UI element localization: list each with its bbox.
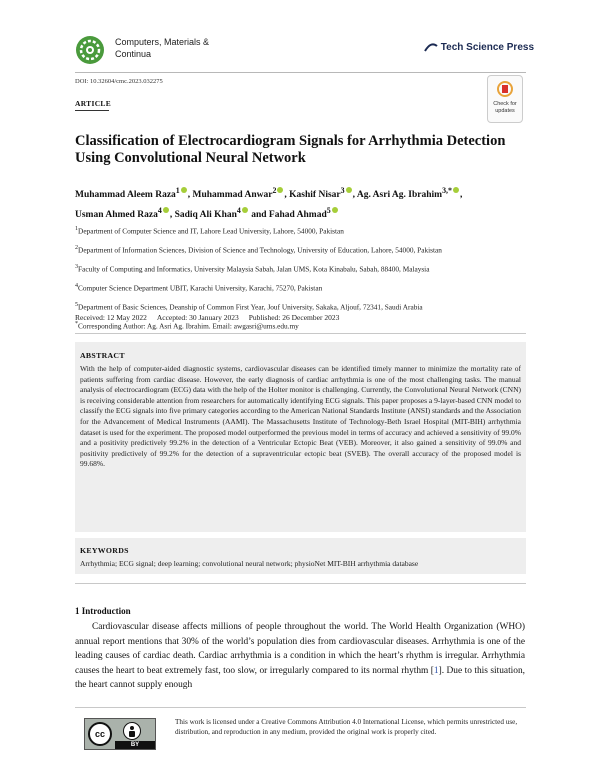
affiliation-item: [75, 282, 525, 292]
cc-by-license-badge[interactable]: [84, 718, 156, 750]
affiliation-item: [75, 225, 525, 235]
author-name[interactable]: Kashif Nisar: [289, 190, 341, 201]
license-text: This work is licensed under a Creative Commons Attribution 4.0 International License, which permits unrestricted use, distribution, and reproduction in any medium, provided the original work is properly cited.: [175, 718, 518, 736]
orcid-icon[interactable]: [277, 187, 283, 193]
author-name[interactable]: Muhammad Aleem Raza: [75, 190, 176, 201]
affil-text: Department of Information Sciences, Division of Science and Technology, University of Education, Lahore, 54000, Pakistan: [78, 245, 442, 255]
journal-logo: [75, 35, 105, 65]
author-affil-sup: 3: [340, 186, 345, 195]
author-affil-sup: 4: [236, 206, 241, 216]
author-name[interactable]: Usman Ahmed Raza: [75, 210, 158, 221]
affil-text: Computer Science Department UBIT, Karachi University, Karachi, 75270, Pakistan: [78, 283, 323, 293]
affil-text: Faculty of Computing and Informatics, University Malaysia Sabah, Jalan UMS, Kota Kinabalu, Sabah, 88400, Malaysia: [78, 264, 430, 274]
received-date: Received: 12 May 2022: [75, 313, 147, 322]
author-affil-sup: 1: [175, 186, 180, 195]
check-badge-line1: Check for: [493, 101, 517, 107]
keywords-panel: [75, 538, 526, 574]
citation-link[interactable]: 1: [433, 665, 439, 676]
affiliation-item: [75, 263, 525, 273]
orcid-icon[interactable]: [163, 207, 169, 213]
by-label: BY: [115, 741, 155, 749]
article-type-label: ARTICLE: [75, 99, 112, 108]
author-conjunction: and: [251, 210, 267, 221]
paper-title: Classification of Electrocardiogram Signals for Arrhythmia Detection Using Convolutional Neural Network: [75, 133, 506, 166]
creative-commons-icon: cc: [88, 722, 112, 746]
check-badge-text: [488, 101, 522, 114]
header-divider: [75, 72, 526, 73]
author-affil-sup: 2: [272, 186, 277, 195]
journal-name-line2: Continua: [115, 49, 152, 59]
affil-sup: 3: [75, 263, 79, 270]
orcid-icon[interactable]: [242, 207, 248, 213]
publication-dates: [75, 313, 525, 322]
author-affil-sup: 3,*: [442, 186, 452, 195]
bookmark-icon: [502, 85, 508, 93]
journal-name-line1: Computers, Materials &: [115, 37, 210, 47]
introduction-paragraph: [75, 620, 525, 693]
orcid-icon[interactable]: [346, 187, 352, 193]
affil-sup: 4: [75, 282, 79, 289]
attribution-person-icon: [123, 722, 141, 740]
abstract-text: With the help of computer-aided diagnostic systems, cardiovascular diseases can be identified timely manner to minimize the mortality rate of patients suffering from cardiac disease. However, the early diagnosis of cardiac arrhythmia is one of the most challenging tasks. The manual analysis of electrocardiogram (ECG) data with the help of the Holter monitor is challenging. Currently, the Convolutional Neural Network (CNN) is receiving considerable attention from researchers for automatically identifying ECG signals. This paper proposes a 9-layer-based CNN model to classify the ECG signals into five primary categories according to the American National Standards Institute (ANSI) standards and the Association for the Advancement of Medical Instruments (AAMI). The Massachusetts Institute of Technology-Beth Israel Hospital (MIT-BIH) arrhythmia dataset is used for the experiment. The proposed model outperformed the previous model in terms of accuracy and achieved a sensitivity of 99.0% and a positivity predictively 99.2% in the detection of a Ventricular Ectopic Beat (VEB). Moreover, it also gained a sensitivity of 99.0% and positivity predictively of 99.2% for the detection of a supraventricular ectopic beat (SVEB). The overall accuracy of the proposed model is 99.68%.: [80, 364, 521, 469]
author-name[interactable]: Sadiq Ali Khan: [174, 210, 237, 221]
affil-text: Department of Basic Sciences, Deanship of Common First Year, Jouf University, Sakaka, Aljouf, 72341, Saudi Arabia: [78, 302, 423, 312]
author-affil-sup: 5: [326, 206, 331, 216]
keywords-divider: [75, 583, 526, 584]
corresponding-author-text[interactable]: Corresponding Author: Ag. Asri Ag. Ibrahim. Email: awgasri@ums.edu.my: [78, 321, 299, 331]
section-heading-introduction: 1 Introduction: [75, 606, 131, 616]
check-badge-line2: updates: [495, 107, 515, 114]
affil-sup: 5: [75, 301, 79, 308]
affiliation-item: [75, 244, 525, 254]
author-name[interactable]: Muhammad Anwar: [192, 190, 273, 201]
footer-divider: [75, 707, 526, 708]
published-date: Published: 26 December 2023: [248, 313, 340, 322]
doi[interactable]: DOI: 10.32604/cmc.2023.032275: [75, 78, 163, 85]
author-affil-sup: 4: [157, 206, 162, 216]
affil-sup: *: [75, 320, 79, 327]
article-label-underline: [75, 110, 109, 111]
publisher-logo: [424, 42, 534, 53]
author-name[interactable]: Fahad Ahmad: [268, 210, 327, 221]
author-list: Muhammad Aleem Raza$^1$ , Muhammad Anwar$^2$ , Kashif Nisar$^3$ , Ag. Asri Ag. Ibrahim$^{3,*}$ , Usman Ahmed Raza$^4$ , Sadiq Ali Khan$^4$ and Fahad Ahmad$^5$: [75, 186, 463, 221]
affiliation-item: [75, 301, 525, 311]
accepted-date: Accepted: 30 January 2023: [156, 313, 239, 322]
affil-text: Department of Computer Science and IT, Lahore Lead University, Lahore, 54000, Pakistan: [78, 226, 344, 236]
abstract-heading: ABSTRACT: [80, 351, 125, 360]
publisher-name: Tech Science Press: [440, 42, 534, 53]
orcid-icon[interactable]: [332, 207, 338, 213]
intro-text-continued: ]. Due to this situation, the heart cannot supply enough: [75, 665, 525, 691]
orcid-icon[interactable]: [453, 187, 459, 193]
journal-name: [115, 36, 225, 60]
keywords-text: Arrhythmia; ECG signal; deep learning; convolutional neural network; physioNet MIT-BIH arrhythmia database: [80, 559, 419, 568]
abstract-divider: [75, 333, 526, 334]
orcid-icon[interactable]: [181, 187, 187, 193]
author-name[interactable]: Ag. Asri Ag. Ibrahim: [356, 190, 443, 201]
check-for-updates-badge[interactable]: [487, 75, 523, 123]
intro-text: Cardiovascular disease affects millions of people throughout the world. The World Health Organization (WHO) annual report mentions that 30% of the world’s population dies from cardiovascular diseases. Arrhythmia is one of the leading causes of cardiac death. Cardiac arrhythmia is a condition in which the heart’s rhythm is irregular. Arrhythmia causes the heart to beat extremely fast, too slow, or irregularly compared to its normal rhythm [: [75, 622, 525, 676]
affil-sup: 1: [75, 226, 79, 232]
swoosh-icon: [424, 43, 438, 53]
affil-sup: 2: [75, 244, 79, 251]
keywords-heading: KEYWORDS: [80, 546, 129, 555]
